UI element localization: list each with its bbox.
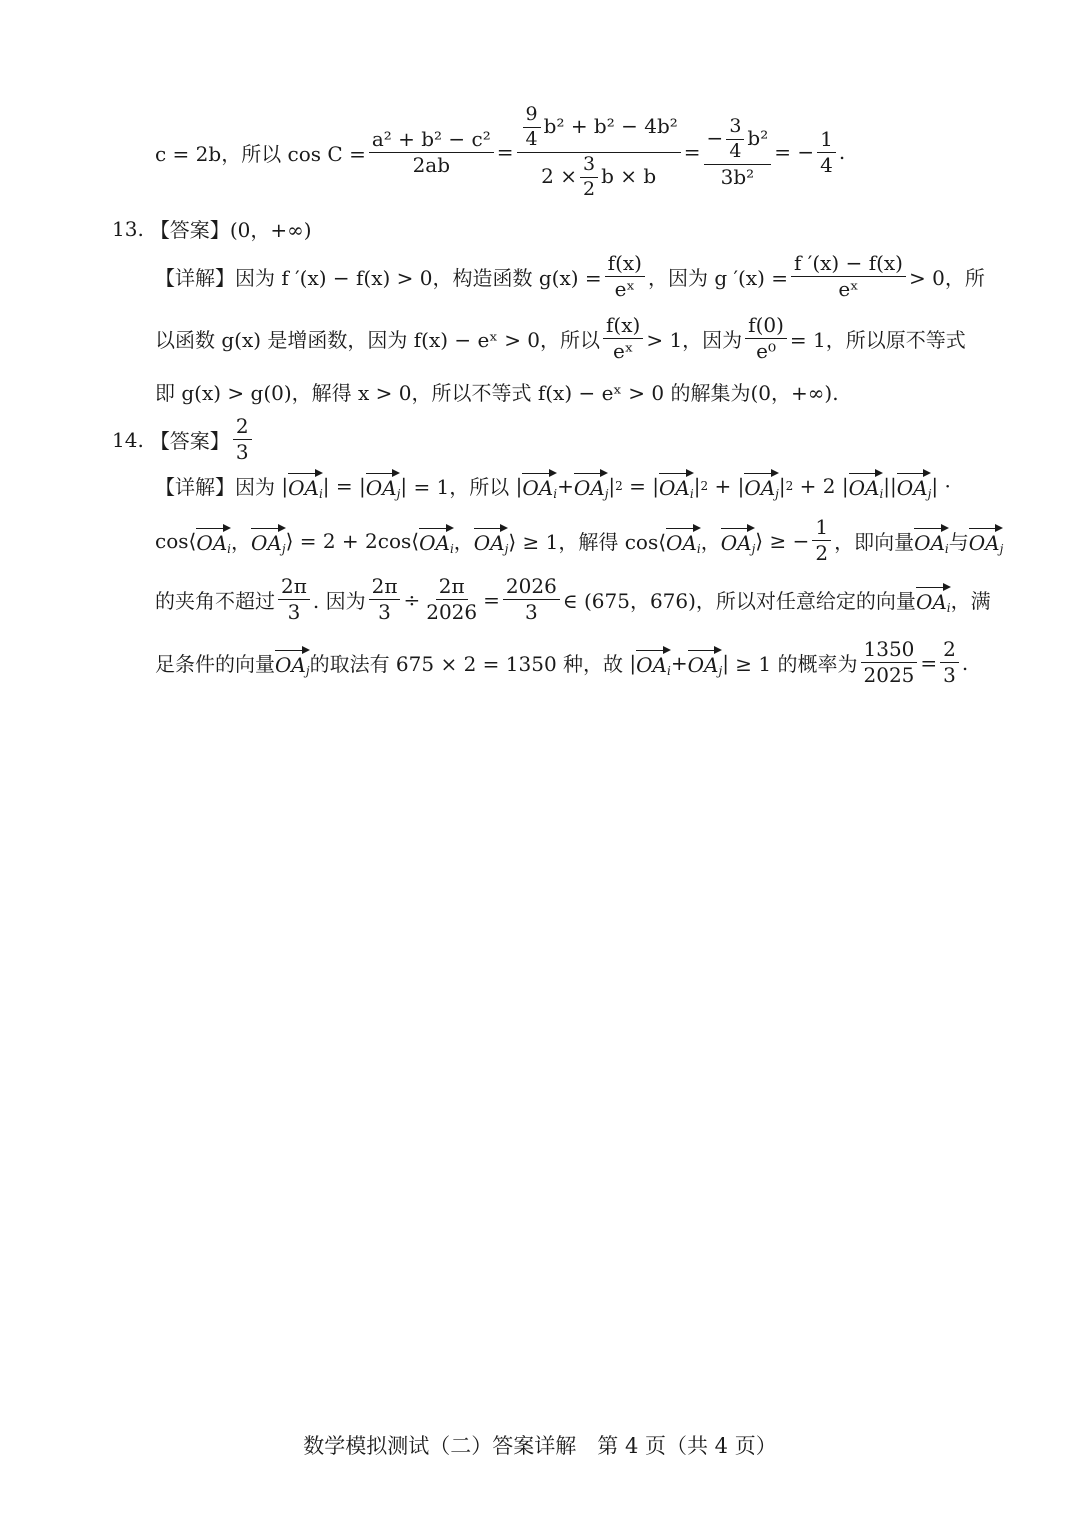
q13-detail-line-1: 【详解】 因为 f ′(x) − f(x) > 0，构造函数 g(x) = $\frac{f(x)}{\text{eˣ}}$ ，因为 g ′(x) = $\frac{f '(x) - f(x)}{\text{eˣ}}$ > 0，所 xyxy=(155,251,985,301)
q14-fraction-result: $\frac{2}{3}$ xyxy=(940,638,959,687)
cosine-formula-line: c = 2b，所以 cos C = $\frac{\text{a² + b² − c²}}{2ab}$ = $\frac{9}{4}$ b² + b² − 4b² 2 × $\frac{3}{2}$ b × b = − $\frac{3}{4}$ b² 3b² = − $\frac{1}{4}$ . xyxy=(155,103,846,200)
vector-oaj: $OA_j$ xyxy=(366,470,401,501)
cosine-fraction-2: $\frac{9}{4}$ b² + b² − 4b² 2 × $\frac{3}{2}$ b × b xyxy=(517,104,681,200)
q13-answer-label: 【答案】 xyxy=(149,218,230,242)
q13-detail-line-3: 即 g(x) > g(0)，解得 x > 0，所以不等式 f(x) − eˣ > 0 的解集为(0，+∞). xyxy=(155,381,839,405)
q14-answer-label: 【答案】 xyxy=(149,429,230,453)
q13-fraction-gprime: $\frac{f '(x) - f(x)}{\text{eˣ}}$ xyxy=(791,252,906,301)
q14-detail-label: 【详解】 xyxy=(155,475,235,499)
q13-detail-line-2: 以函数 g(x) 是增函数，因为 f(x) − eˣ > 0，所以 $\frac{f(x)}{\text{eˣ}}$ > 1，因为 $\frac{f(0)}{\text{e⁰}}$ = 1，所以原不等式 xyxy=(155,313,966,363)
q14-fraction-half: $\frac{1}{2}$ xyxy=(812,516,831,565)
q13-fraction-f0-e0: $\frac{f(0)}{\text{e⁰}}$ xyxy=(745,314,787,363)
q14-fraction-2pi-3: $\frac{2\pi}{3}$ xyxy=(278,575,310,624)
q13-answer-line xyxy=(112,214,312,243)
q13-number: 13. xyxy=(112,216,144,241)
page-footer: 数学模拟测试（二）答案详解 第 4 页（共 4 页） xyxy=(303,1434,777,1458)
q13-fraction-gx: $\frac{f(x)}{\text{eˣ}}$ xyxy=(605,252,645,301)
q14-detail-line-1: 【详解】 因为 | $OA_i$ | = | $OA_j$ | = 1，所以 | $OA_i$ + $OA_j$ | 2 = | $OA_i$ | 2 + | $OA_j$ | 2 + 2 | $OA_i$ || $OA_j$ | · xyxy=(155,470,951,501)
q14-answer-line xyxy=(112,415,255,464)
q13-detail-label: 【详解】 xyxy=(155,266,235,290)
q14-answer-fraction: $\frac{2}{3}$ xyxy=(233,415,252,464)
vector-oai: $OA_i$ xyxy=(288,470,323,501)
q13-answer: (0，+∞) xyxy=(229,218,312,242)
cosine-fraction-3: − $\frac{3}{4}$ b² 3b² xyxy=(704,116,772,189)
q13-fraction-fx-ex: $\frac{f(x)}{\text{eˣ}}$ xyxy=(603,314,643,363)
q14-detail-line-3: 的夹角不超过 $\frac{2\pi}{3}$ . 因为 $\frac{2\pi}{3}$ ÷ $\frac{2\pi}{2026}$ = $\frac{2026}{3}$ ∈ (675，676)，所以对任意给定的向量 $OA_i$ ，满 xyxy=(155,574,991,624)
q14-fraction-2026-3: $\frac{2026}{3}$ xyxy=(503,575,560,624)
q14-detail-line-4: 足条件的向量 $OA_j$ 的取法有 675 × 2 = 1350 种，故 | $OA_i$ + $OA_j$ | ≥ 1 的概率为 $\frac{1350}{2025}$ = $\frac{2}{3}$ . xyxy=(155,637,969,687)
q14-fraction-2pi-3-b: $\frac{2\pi}{3}$ xyxy=(369,575,401,624)
q14-number: 14. xyxy=(112,427,144,452)
cosine-prefix: c = 2b，所以 cos C = xyxy=(155,141,366,166)
q14-fraction-2pi-2026: $\frac{2\pi}{2026}$ xyxy=(426,574,478,624)
cosine-result-fraction: $\frac{1}{4}$ xyxy=(817,128,836,177)
cosine-fraction-1: $\frac{\text{a² + b² − c²}}{2ab}$ xyxy=(369,128,494,177)
q14-detail-line-2: cos⟨ $OA_i$ ， $OA_j$ ⟩ = 2 + 2cos⟨ $OA_i$ ， $OA_j$ ⟩ ≥ 1，解得 cos⟨ $OA_i$ ， $OA_j$ ⟩ ≥ − $\frac{1}{2}$ ，即向量 $OA_i$ 与 $OA_j$ xyxy=(155,515,1004,565)
q14-fraction-1350-2025: $\frac{1350}{2025}$ xyxy=(861,638,918,687)
